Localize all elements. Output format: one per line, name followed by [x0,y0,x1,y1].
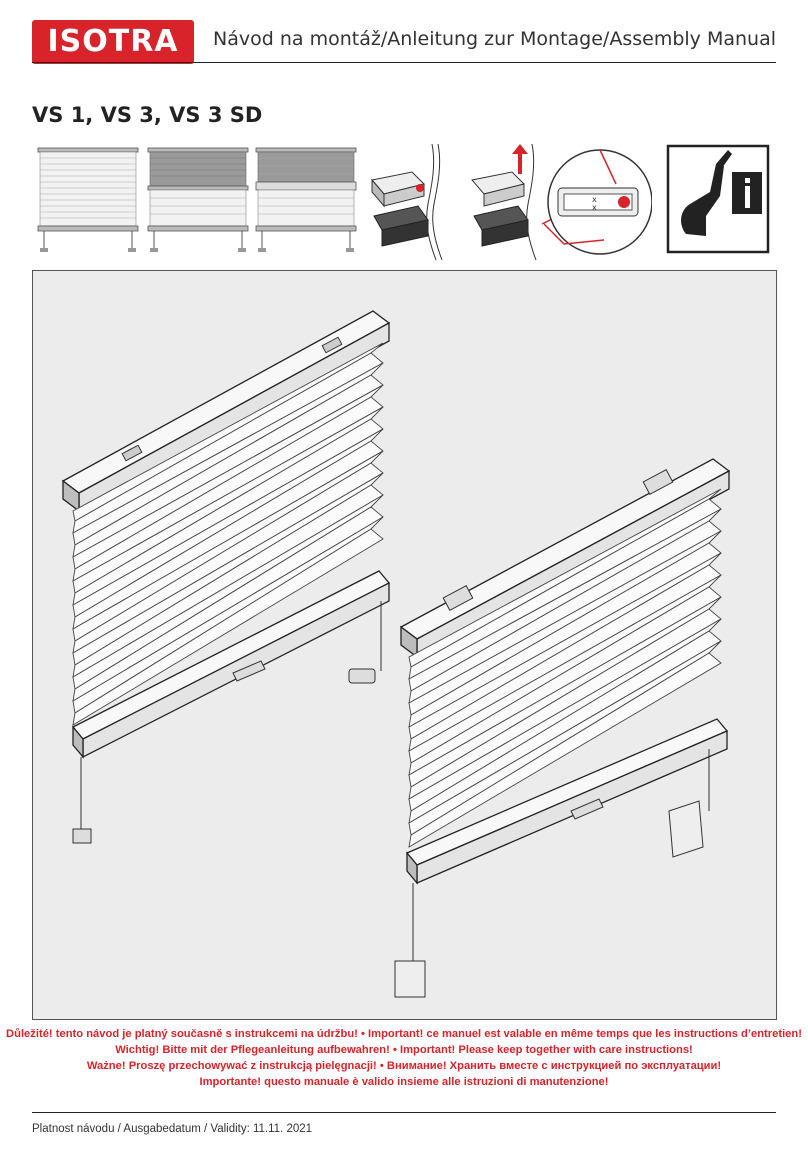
vs1-thumbnail [36,144,140,256]
svg-text:x: x [592,195,597,204]
cord-clip-arrow-thumbnail [462,144,554,264]
important-notice [0,1026,808,1090]
assembly-illustration-panel [32,270,777,1020]
validity-footer: Platnost návodu / Ausgabedatum / Validity: 11.11. 2021 [32,1123,313,1135]
care-instructions-icon [666,144,770,256]
header-divider [32,62,776,63]
cord-clip-thumbnail [362,144,454,264]
notice-line-cz-fr: Důležité! tento návod je platný současně s instrukcemi na údržbu! • Important! ce manuel est valable en même temps que les instructions d’entretien! [6,1028,802,1040]
vs3sd-thumbnail [254,144,358,256]
manual-title: Návod na montáž/Anleitung zur Montage/Assembly Manual [213,28,776,50]
model-title: VS 1, VS 3, VS 3 SD [32,103,263,127]
notice-line-pl-ru: Ważne! Proszę przechowywać z instrukcją pielęgnacji! • Внимание! Хранить вместе с инструкцией по эксплуатации! [86,1060,722,1072]
svg-text:x: x [592,203,597,212]
right-blind-illustration [395,459,729,997]
notice-line-it: Importante! questo manuale è valido insieme alle istruzioni di manutenzione! [199,1076,609,1088]
isotra-logo: ISOTRA [32,20,194,64]
notice-line-de-en: Wichtig! Bitte mit der Pflegeanleitung aufbewahren! • Important! Please keep together with care instructions! [115,1044,693,1056]
blinds-illustration [33,271,776,1019]
footer-divider [32,1112,776,1113]
thumbnail-strip [32,144,777,264]
vs3-thumbnail [146,144,250,256]
left-blind-illustration [63,311,389,843]
detail-zoom-thumbnail [544,144,652,264]
